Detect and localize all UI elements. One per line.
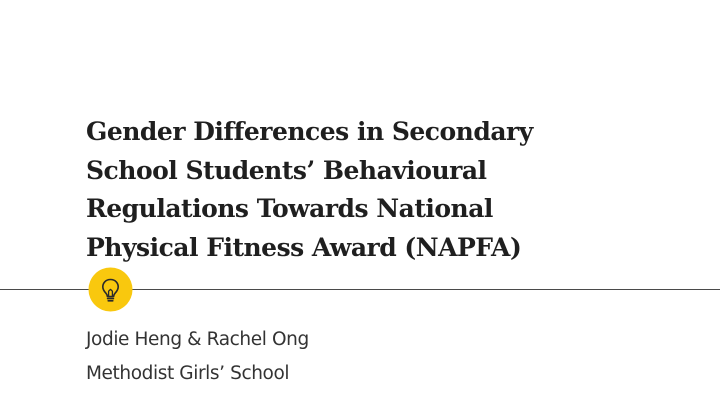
title-line-2: School Students’ Behavioural xyxy=(86,155,487,185)
school-line: Methodist Girls’ School xyxy=(86,363,290,384)
slide-title xyxy=(86,113,686,267)
title-line-3: Regulations Towards National xyxy=(86,194,493,223)
lightbulb-icon xyxy=(88,267,133,312)
slide-subtitle xyxy=(86,323,309,391)
authors-line: Jodie Heng & Rachel Ong xyxy=(86,329,309,350)
lightbulb-badge xyxy=(88,267,133,312)
title-line-4: Physical Fitness Award (NAPFA) xyxy=(86,232,522,262)
title-line-1: Gender Differences in Secondary xyxy=(86,117,533,146)
